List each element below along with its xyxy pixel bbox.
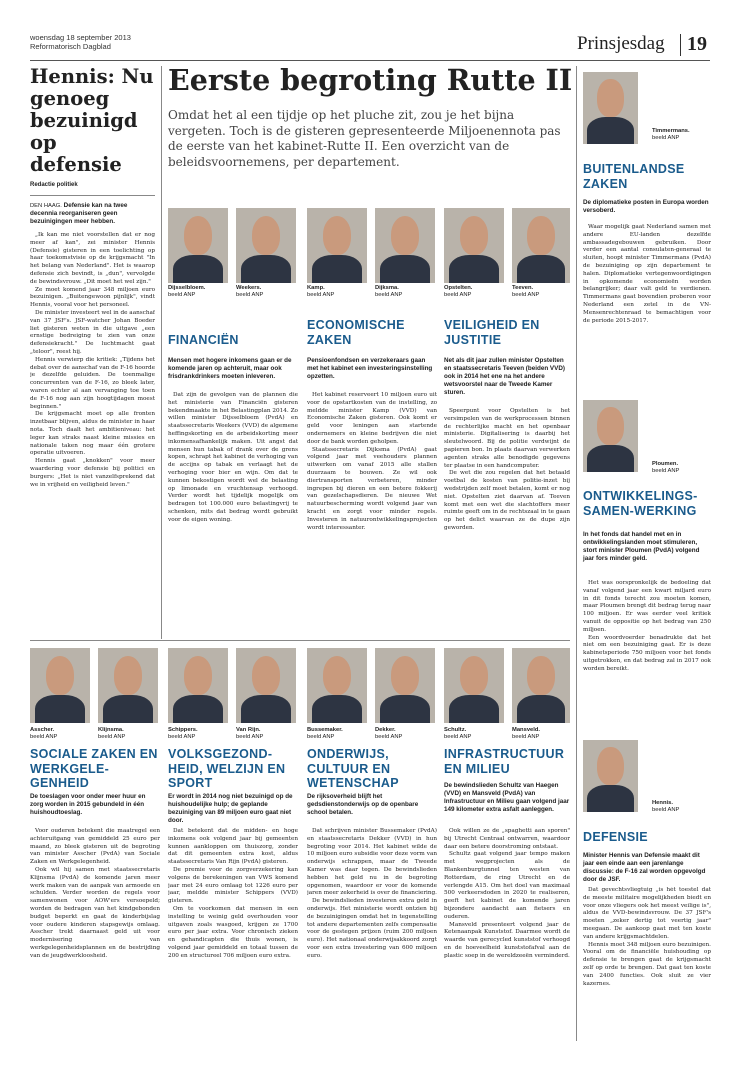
- portrait-teeven: [512, 208, 570, 283]
- caption-credit: beeld ANP: [307, 734, 335, 740]
- body-paragraph: De bewindslieden investeren extra geld in onderwijs. Het ministerie wordt ontzien bij de bezuinigingen omdat het in tegenstelling tot andere departementen zelfs compensatie voor de gestegen prijzen (ruim 200 miljoen euro). Het nationaal onderwijsakkoord zorgt voor een extra investering van 600 miljoen euro.: [307, 898, 437, 959]
- caption: [307, 285, 334, 299]
- sidebar-byline: Redactie politiek: [30, 182, 78, 188]
- caption: [168, 727, 198, 741]
- portrait-kamp: [307, 208, 367, 283]
- caption-name: Timmermans.: [652, 128, 690, 134]
- body-paragraph: De wet die zou regelen dat het betaald voetbal de kosten van politie-inzet bij wedstrijden zelf moet betalen, komt er nog niet. Opstelten ziet daarvan af. Teeven komt met een wet die slachtoffers meer ruimte geeft om in de rechtszaal in te gaan op het delict waarvan ze de dupe zijn geworden.: [444, 470, 570, 531]
- caption-name: Dijksma.: [375, 285, 399, 291]
- sidebar-paragraph: Ze moet komend jaar 348 miljoen euro bezuinigen. „Buitengewoon pijnlijk", vindt Hennis, vooral voor het personeel.: [30, 286, 155, 309]
- lead-veiligheid-justitie: Net als dit jaar zullen minister Opstelten en staatssecretaris Teeven (beiden VVD) ook in 2014 het ene na het andere wetsvoorstel naar de Tweede Kamer sturen.: [444, 357, 565, 396]
- portrait-ploumen: [583, 400, 638, 472]
- caption-name: Van Rijn.: [236, 727, 261, 733]
- portrait-dijksma: [375, 208, 435, 283]
- sidebar-paragraph: De minister investeert wel in de aanschaf van 37 JSF's. JSF-watcher Johan Boeder liet gisteren weten in die uitgave „een ernstige bedreiging te zien van onze defensiekracht." De luchtmacht gaat „teloor", reest hij.: [30, 309, 155, 355]
- sidebar-rule: [30, 195, 155, 196]
- caption: [168, 285, 205, 299]
- caption-name: Opstelten.: [444, 285, 473, 291]
- caption-credit: beeld ANP: [652, 468, 680, 474]
- caption-name: Klijnsma.: [98, 727, 124, 733]
- caption-credit: beeld ANP: [512, 292, 540, 298]
- caption-name: Bussemaker.: [307, 727, 343, 733]
- caption: [652, 800, 679, 814]
- sidebar-title: Hennis: Nu genoeg bezuinigd op defensie: [30, 66, 154, 176]
- caption-name: Hennis.: [652, 800, 673, 806]
- caption-name: Ploumen.: [652, 461, 679, 467]
- caption-name: Dekker.: [375, 727, 396, 733]
- portrait-weekers: [236, 208, 296, 283]
- caption-name: Schultz.: [444, 727, 467, 733]
- sidebar-body: [30, 232, 155, 489]
- body-infrastructuur: [444, 828, 570, 1040]
- caption-credit: beeld ANP: [652, 135, 680, 141]
- sidebar-paragraph: De krijgsmacht moet op alle fronten inzetbaar blijven, aldus de minister in haar nota. Toch daalt het ambitieniveau: het leger kan straks naast kleine missies en nationale taken nog maar één grotere operatie uitvoeren.: [30, 411, 155, 457]
- caption-name: Kamp.: [307, 285, 325, 291]
- caption: [512, 727, 540, 741]
- portrait-timmermans: [583, 72, 638, 144]
- heading-volksgezondheid: VOLKSGEZOND-HEID, WELZIJN EN SPORT: [168, 747, 286, 790]
- portrait-van-rijn: [236, 648, 296, 723]
- caption-credit: beeld ANP: [375, 292, 403, 298]
- sidebar-article: [30, 66, 155, 641]
- caption-name: Dijsselbloem.: [168, 285, 206, 291]
- caption-name: Schippers.: [168, 727, 198, 733]
- caption-credit: beeld ANP: [444, 734, 472, 740]
- body-paragraph: Ook willen ze de „spaghetti aan sporen" bij Utrecht Centraal ontwarren, waardoor daar een betere doorstroming ontstaat.: [444, 828, 570, 850]
- body-paragraph: Speerpunt voor Opstelten is het versimpelen van de werkprocessen binnen de rechterlijke macht en het openbaar ministerie. Digitalisering is daarbij het sleutelwoord. Bij de politie verdwijnt de papieren bon. In plaats daarvan verwerken agenten straks alle benodigde gegevens ter plaatse in een handcomputer.: [444, 408, 570, 469]
- sidebar-lead: Defensie kan na twee decennia reorganiseren geen bezuinigingen meer hebben.: [30, 202, 128, 225]
- caption-credit: beeld ANP: [168, 734, 196, 740]
- body-buitenlandse-zaken: [583, 224, 711, 384]
- heading-financien: FINANCIËN: [168, 333, 239, 347]
- caption-credit: beeld ANP: [168, 292, 196, 298]
- body-paragraph: Het was oorspronkelijk de bedoeling dat vanaf volgend jaar een kwart miljard euro in dit fonds terecht zou moeten komen, maar Ploumen brengt dit bedrag terug naar 100 miljoen. Er was eerder veel kritiek vanuit de oppositie op het bedrag van 250 miljoen.: [583, 580, 711, 633]
- lead-economische-zaken: Pensioenfondsen en verzekeraars gaan met het kabinet een investeringsinstelling opzetten.: [307, 357, 433, 380]
- lead-defensie: Minister Hennis van Defensie maakt dit jaar een einde aan een jarenlange discussie: de F-16 zal worden opgevolgd door de JSF.: [583, 852, 706, 883]
- caption-name: Mansveld.: [512, 727, 541, 733]
- body-paragraph: Het kabinet reserveert 10 miljoen euro uit voor de opstartkosten van de instelling, zo meldde minister Kamp (VVD) van Economische Zaken gisteren. Ook komt er geld voor leningen aan startende ondernemers en kleine bedrijven die niet door de bank worden geholpen.: [307, 392, 437, 445]
- lead-financien: Mensen met hogere inkomens gaan er de komende jaren op achteruit, maar ook frisdrankdrinkers moeten inleveren.: [168, 357, 292, 380]
- heading-buitenlandse-zaken: BUITENLANDSE ZAKEN: [583, 162, 685, 191]
- caption: [444, 727, 471, 741]
- caption-name: Weekers.: [236, 285, 262, 291]
- lead-onderwijs: De rijksoverheid blijft het gedsdienstonderwijs op de openbare school betalen.: [307, 793, 419, 816]
- body-paragraph: Hennis moet 348 miljoen euro bezuinigen. Vooral om de financiële huishouding op defensie te brengen gaat de krijgsmacht zelf op orde te brengen. Dat gaat ten koste van 2400 functies. Ook sluit ze vier kazernes.: [583, 941, 711, 987]
- portrait-klijnsma: [98, 648, 158, 723]
- portrait-opstelten: [444, 208, 504, 283]
- body-paragraph: Een woordvoerder benadrukte dat het niet om een bezuiniging gaat. Er is deze kabinetsperiode 750 miljoen voor het fonds uitgetrokken, en dat bedrag zal in 2017 ook worden bereikt.: [583, 634, 711, 672]
- body-sociale-zaken: [30, 828, 160, 1040]
- body-paragraph: Dat zijn de gevolgen van de plannen die het ministerie van Financiën gisteren bekendmaakte in het Belastingplan 2014. Zo willen minister Dijsselbloem (PvdA) en staatssecretaris Weekers (VVD) de algemene heffingskorting en de arbeidskorting meer inkomensafhankelijk maken. Uit angst dat mensen hun tabak of drank over de grens kopen, schrapt het kabinet de verhoging van de accijns op tabak en verlaagt het de verhoging voor bier en wijn. Om dat te kunnen bekostigen wordt wel de belasting op limonade en vruchtensap verhoogd. Verder wordt het tijdelijk mogelijk om bedragen tot 100.000 euro belastingvrij te schenken, mits dat bedrag wordt gebruikt voor de eigen woning.: [168, 392, 298, 523]
- caption-credit: beeld ANP: [444, 292, 472, 298]
- portrait-schultz: [444, 648, 504, 723]
- heading-veiligheid-justitie: VEILIGHEID EN JUSTITIE: [444, 318, 540, 347]
- body-paragraph: Staatssecretaris Dijksma (PvdA) gaat volgend jaar met veehouders plannen uitwerken om vanaf 2015 alle stallen duurzaam te bouwen. Ze wil ook diertransporten verbeteren, minder ingrepen bij dieren en een betere fokkerij van gezelschapsdieren. De nieuwe Wet natuurbescherming wordt volgend jaar van kracht en zorgt voor minder regels. Investeren in natuurontwikkelingsprojecten wordt interessanter.: [307, 446, 437, 531]
- header-divider: [680, 34, 681, 56]
- page-number: 19: [687, 33, 707, 55]
- body-financien: [168, 392, 298, 624]
- body-paragraph: Waar mogelijk gaat Nederland samen met andere EU-landen dezelfde ambassadegebouwen gebruiken. Door verder een aantal consulaten-generaal te sluiten, hoopt minister Timmermans (PvdA) de bezuiniging op zijn departement te halen. Diplomatieke vertegenwoordigingen in opkomende economieën worden belangrijker; daar valt geld te verdienen. Timmermans gaat bovendien proberen voor Nederland een zetel in de VN-Mensenrechtenraad te bemachtigen voor de periode 2015-2017.: [583, 224, 711, 324]
- sidebar-dateline: DEN HAAG.: [30, 203, 62, 209]
- horizontal-divider: [30, 640, 570, 641]
- caption-credit: beeld ANP: [512, 734, 540, 740]
- portrait-bussemaker: [307, 648, 367, 723]
- body-paragraph: Schultz gaat volgend jaar tempo maken met wegprojecten als de Blankenburgtunnel ten westen van Rotterdam, de ring Utrecht en de verlengde A15. Om het doel van maximaal 500 verkeersdoden in 2020 te realiseren, geeft het kabinet de komende jaren bijzondere aandacht aan fietsers en ouderen.: [444, 851, 570, 920]
- caption: [375, 285, 402, 299]
- body-paragraph: Dat gevechtsvliegtuig „is hét toestel dat de meeste militaire mogelijkheden biedt en voor onze vliegers ook het meest veilige is", aldus de VVD-bewindsvrouw. De 37 JSF's moeten „zeker dertig tot veertig jaar" meegaan. De aankoop gaat met ten koste van andere krijgsmachtdelen.: [583, 887, 711, 940]
- portrait-hennis: [583, 740, 638, 812]
- body-defensie: [583, 887, 711, 1037]
- caption: [236, 727, 263, 741]
- caption: [512, 285, 539, 299]
- caption: [444, 285, 472, 299]
- caption-name: Asscher.: [30, 727, 55, 733]
- heading-infrastructuur: INFRASTRUCTUUR EN MILIEU: [444, 747, 565, 776]
- lead-ontwikkelingssamenwerking: In het fonds dat handel met en in ontwikkelingslanden moet stimuleren, stort minister Ploumen (PvdA) volgend jaar fors minder geld.: [583, 531, 700, 562]
- caption-name: Teeven.: [512, 285, 534, 291]
- caption-credit: beeld ANP: [652, 807, 680, 813]
- body-paragraph: Dat betekent dat de midden- en hoge inkomens ook volgend jaar bij gemeenten kunnen aankloppen om thuiszorg, zonder dat dit gemeenten extra kost, aldus staatssecretaris Van Rijn (PvdA) gisteren.: [168, 828, 298, 866]
- caption: [98, 727, 125, 741]
- caption: [236, 285, 263, 299]
- body-paragraph: Voor ouderen betekent die maatregel een achteruitgang van gemiddeld 25 euro per maand, zo bleek gisteren uit de begroting van minister Asscher (PvdA) van Sociale Zaken en Werkgelegenheid.: [30, 828, 160, 866]
- heading-defensie: DEFENSIE: [583, 830, 648, 844]
- sidebar-paragraph: Hennis gaat „knokken" voor meer waardering voor defensie bij politici en burgers: „Het is niet vanzelfsprekend dat we in vrijheid en veiligheid leven.": [30, 458, 155, 488]
- body-onderwijs: [307, 828, 437, 1040]
- sidebar-lead-block: [30, 202, 155, 226]
- portrait-mansveld: [512, 648, 570, 723]
- body-veiligheid-justitie: [444, 408, 570, 624]
- lead-infrastructuur: De bewindslieden Schultz van Haegen (VVD) en Mansveld (PvdA) van Infrastructuur en Milieu gaan volgend jaar 149 kilometer extra asfalt aanleggen.: [444, 782, 570, 813]
- sidebar-paragraph: Hennis verwierp die kritiek: „Tijdens het debat over de aanschaf van de F-16 hoorde je dezelfde geluiden. De toenmalige concurrenten van de F-16, zo bleek later, waren echter al aan vervanging toe toen de F-16 nog aan zijn hoogtijdagen moest beginnen.": [30, 356, 155, 410]
- column-rule: [576, 66, 577, 1041]
- caption-credit: beeld ANP: [30, 734, 58, 740]
- header-rule: [30, 60, 710, 61]
- lead-buitenlandse-zaken: De diplomatieke posten in Europa worden versoberd.: [583, 199, 709, 214]
- caption: [652, 461, 679, 475]
- heading-onderwijs: ONDERWIJS, CULTUUR EN WETENSCHAP: [307, 747, 399, 790]
- heading-sociale-zaken: SOCIALE ZAKEN EN WERKGELE-GENHEID: [30, 747, 158, 790]
- body-paragraph: Mansveld presenteert volgend jaar de Ketenaanpak Kunststof. Daarmee wordt de waarde van gerecycled kunststof verhoogd en de hoeveelheid kunststofafval aan de plastic soep in de wereldzeeën verminderd.: [444, 921, 570, 959]
- body-paragraph: Om te voorkomen dat mensen in een instelling te weinig geld overhouden voor uitgaven zoals wasgoed, krijgen ze 1700 euro per jaar extra. Voor chronisch zieken en gehandicapten die thuis wonen, is volgend jaar gemiddeld en totaal tussen de 200 en structureel 706 miljoen euro extra.: [168, 905, 298, 959]
- issue-date: woensdag 18 september 2013: [30, 33, 131, 42]
- caption-credit: beeld ANP: [236, 734, 264, 740]
- column-rule: [161, 66, 162, 639]
- caption-credit: beeld ANP: [236, 292, 264, 298]
- body-volksgezondheid: [168, 828, 298, 1040]
- caption-credit: beeld ANP: [98, 734, 126, 740]
- main-intro: Omdat het al een tijdje op het pluche zit, zou je het bijna vergeten. Toch is de gisteren gepresenteerde Miljoenennota pas de eerste van het kabinet-Rutte II. Een overzicht van de beleidsvoornemens, per departement.: [168, 108, 561, 169]
- section-name: Prinsjesdag: [577, 33, 665, 54]
- newspaper-name: Reformatorisch Dagblad: [30, 42, 111, 51]
- portrait-dekker: [375, 648, 435, 723]
- portrait-dijsselbloem: [168, 208, 228, 283]
- heading-ontwikkelingssamenwerking: ONTWIKKELINGS-SAMEN-WERKING: [583, 489, 698, 518]
- portrait-schippers: [168, 648, 228, 723]
- sidebar-paragraph: „Ik kan me niet voorstellen dat er nog meer af kan", zei minister Hennis (Defensie) gisteren in een toelichting op haar toekomstvisie op de krijgsmacht "In het belang van Nederland". Het is waarop defensie zich bevindt, is „dun", vervolgde de bewindsvrouw. „Dit moet het wel zijn.": [30, 232, 155, 285]
- body-economische-zaken: [307, 392, 437, 624]
- body-ontwikkelingssamenwerking: [583, 580, 711, 720]
- caption: [307, 727, 343, 741]
- portrait-asscher: [30, 648, 90, 723]
- lead-volksgezondheid: Er wordt in 2014 nog niet bezuinigd op de huishoudelijke hulp; de geplande bezuiniging van 89 miljoen euro gaat niet door.: [168, 793, 293, 824]
- lead-sociale-zaken: De toeslagen voor onder meer huur en zorg worden in 2015 gebundeld in één huishoudtoeslag.: [30, 793, 146, 816]
- caption: [30, 727, 57, 741]
- caption-credit: beeld ANP: [307, 292, 335, 298]
- body-paragraph: Ook wil hij samen met staatssecretaris Klijnsma (PvdA) de komende jaren meer werk maken van de aanpak van armoede en schulden. Verder worden de regels voor samenwonen voor AOW'ers versoepeld; worden de bedragen van het kindgebonden budget beperkt en gaat de kinderbijslag voor oudere kinderen stapsgewijs omlaag. Asscher trekt daarnaast geld uit voor modernisering van werkgelegenheidsplannen en de bestrijding van de jeugdwerkloosheid.: [30, 866, 160, 959]
- main-title: Eerste begroting Rutte II: [168, 63, 573, 97]
- caption: [652, 128, 690, 142]
- caption: [375, 727, 402, 741]
- heading-economische-zaken: ECONOMISCHE ZAKEN: [307, 318, 405, 347]
- caption-credit: beeld ANP: [375, 734, 403, 740]
- body-paragraph: Dat schrijven minister Bussemaker (PvdA) en staatssecretaris Dekker (VVD) in hun begroting voor 2014. Het kabinet wilde de 10 miljoen euro subsidie voor deze vorm van onderwijs schrappen, maar de Tweede Kamer was daar tegen. De bewindslieden hebben het geld nu in de begroting opgenomen, waardoor er voor de komende jaren meer zekerheid is over de financiering.: [307, 828, 437, 897]
- body-paragraph: De premie voor de zorgverzekering kan volgens de berekeningen van VWS komend jaar met 24 euro omlaag tot 1226 euro per jaar, meldde minister Schippers (VVD) gisteren.: [168, 866, 298, 905]
